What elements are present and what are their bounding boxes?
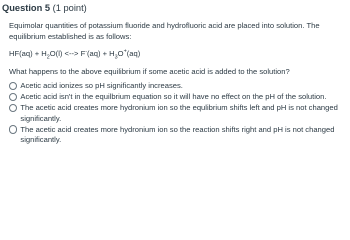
equation-superscript: + (123, 48, 127, 55)
radio-button[interactable] (9, 93, 17, 101)
question-points: (1 point) (52, 3, 87, 13)
equation-subscript: 3 (114, 54, 118, 61)
answer-option[interactable] (9, 92, 345, 102)
radio-button[interactable] (9, 82, 17, 90)
equilibrium-equation (9, 48, 345, 59)
answer-label: The acetic acid creates more hydronium ion so the reaction shifts right and pH is not changed significantly. (20, 124, 335, 145)
equation-part: HF(aq) + H (9, 49, 47, 58)
question-title: Question 5 (2, 3, 51, 13)
answer-option[interactable] (9, 103, 345, 123)
answer-options (9, 81, 345, 145)
question-header (2, 2, 87, 14)
equation-subscript: 2 (46, 54, 50, 61)
equation-part: O (117, 49, 124, 58)
equation-part: O(l) <--> F (49, 49, 86, 58)
equation-part: (aq) + H (87, 49, 115, 58)
answer-label: Acetic acid ionizes so pH significantly increases. (20, 81, 183, 90)
question-body (9, 20, 345, 146)
question-prompt: What happens to the above equilibrium if some acetic acid is added to the solution? (9, 67, 290, 76)
answer-label: The acetic acid creates more hydronium ion so the equlibrium shifts left and pH is not changed significantly. (20, 103, 338, 123)
question-intro: Equimolar quantities of potassium fluoride and hydrofluoric acid are placed into solution. The equilibrium established is as follows: (9, 21, 320, 41)
answer-label: Acetic acid isn't in the equilbrium equation so it will have no effect on the pH of the solution. (20, 92, 327, 102)
equation-superscript: - (85, 48, 87, 55)
equation-part: (aq) (126, 49, 141, 58)
answer-option[interactable] (9, 125, 345, 145)
answer-option[interactable] (9, 81, 345, 91)
radio-button[interactable] (9, 125, 17, 133)
radio-button[interactable] (9, 104, 17, 112)
